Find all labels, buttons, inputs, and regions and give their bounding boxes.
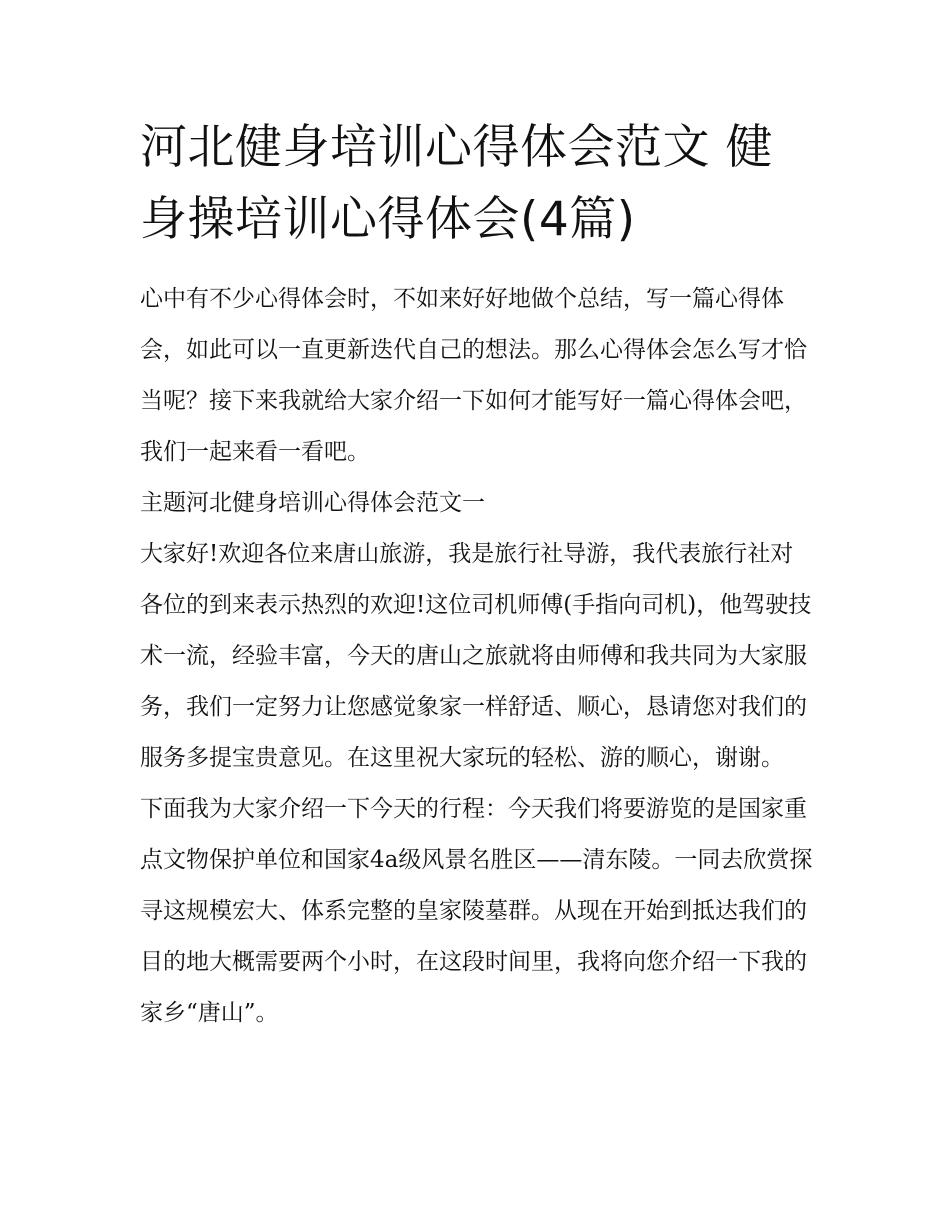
welcome-paragraph: 大家好!欢迎各位来唐山旅游，我是旅行社导游，我代表旅行社对各位的到来表示热烈的欢迎!这位司机师傅(手指向司机)，他驾驶技术一流，经验丰富，今天的唐山之旅就将由师傅和我共同为大家服务，我们一定努力让您感觉象家一样舒适、顺心，恳请您对我们的服务多提宝贵意见。在这里祝大家玩的轻松、游的顺心，谢谢。 [140,541,812,771]
intro-paragraph: 心中有不少心得体会时，不如来好好地做个总结，写一篇心得体会，如此可以一直更新迭代自己的想法。那么心得体会怎么写才恰当呢？接下来我就给大家介绍一下如何才能写好一篇心得体会吧，我们一起来看一看吧。 [140,286,807,465]
section-heading: 主题河北健身培训心得体会范文一 [140,490,485,516]
document-body [140,112,816,1039]
itinerary-paragraph: 下面我为大家介绍一下今天的行程：今天我们将要游览的是国家重点文物保护单位和国家4a级风景名胜区——清东陵。一同去欣赏探寻这规模宏大、体系完整的皇家陵墓群。从现在开始到抵达我们的目的地大概需要两个小时，在这段时间里，我将向您介绍一下我的家乡“唐山”。 [140,796,813,1026]
document-title: 河北健身培训心得体会范文 健身操培训心得体会(4篇) [140,120,773,247]
